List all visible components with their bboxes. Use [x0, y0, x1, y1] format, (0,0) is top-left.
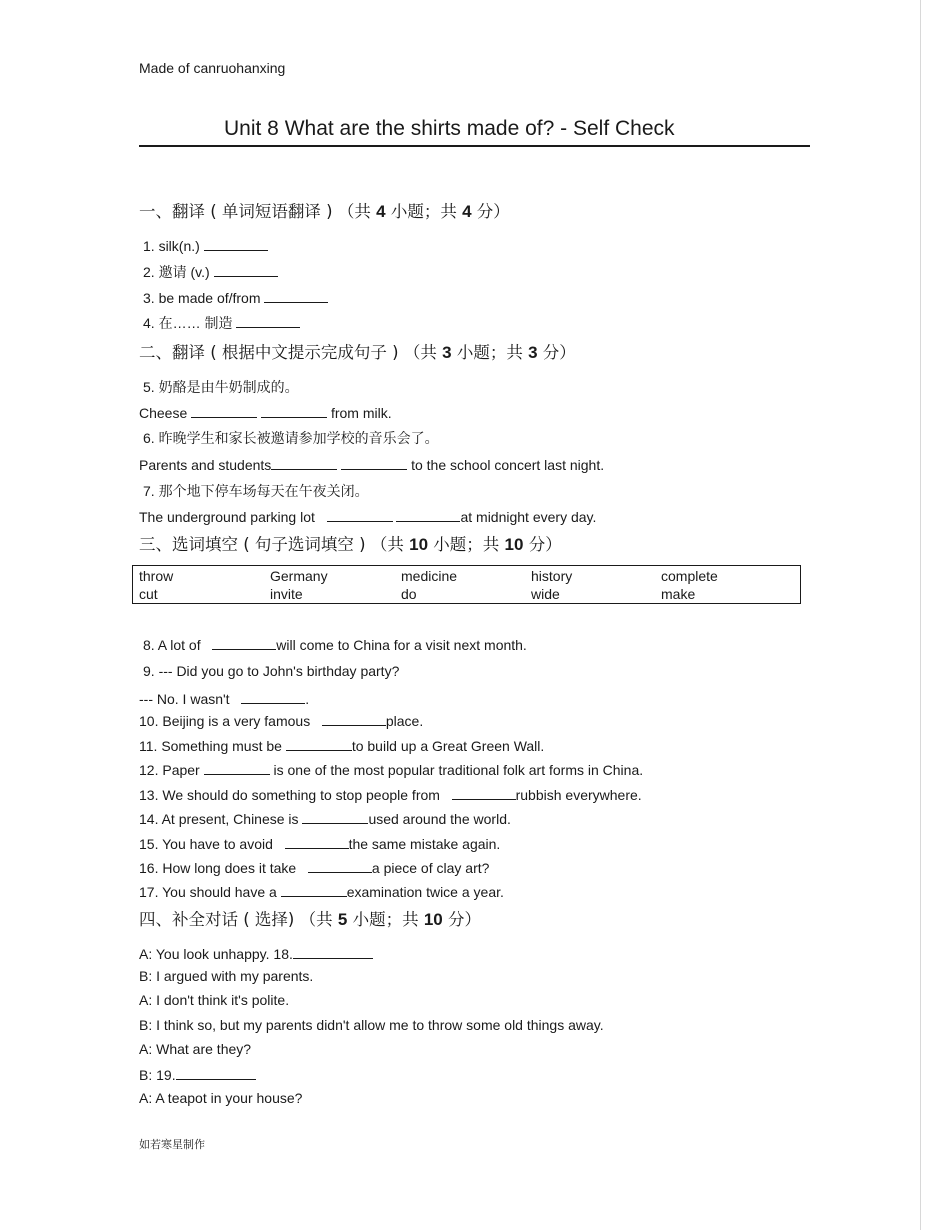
- question-4: 4. 在…… 制造: [143, 313, 300, 333]
- dialogue-line: A: You look unhappy. 18.: [139, 944, 373, 962]
- answer-blank[interactable]: [214, 262, 278, 277]
- answer-blank[interactable]: [286, 736, 352, 751]
- question-12: 12. Paper is one of the most popular traditional folk art forms in China.: [139, 762, 644, 778]
- word-bank-item: Germany: [270, 568, 328, 584]
- dialogue-line: B: I think so, but my parents didn't allow me to throw some old things away.: [139, 1017, 604, 1033]
- question-7-english: The underground parking lot at midnight every day.: [139, 509, 597, 525]
- dialogue-line: B: I argued with my parents.: [139, 968, 314, 984]
- word-bank-item: invite: [270, 586, 303, 602]
- question-9-answer: --- No. I wasn't .: [139, 691, 310, 707]
- answer-blank[interactable]: [293, 944, 373, 959]
- title-rule: [139, 145, 810, 147]
- answer-blank[interactable]: [285, 834, 349, 849]
- word-bank-item: medicine: [401, 568, 458, 584]
- question-6-english: Parents and students to the school concert last night.: [139, 457, 605, 473]
- dialogue-line: A: What are they?: [139, 1041, 252, 1057]
- question-10: 10. Beijing is a very famous place.: [139, 713, 424, 729]
- word-bank-item: make: [661, 586, 696, 602]
- question-2: 2. 邀请 (v.): [143, 262, 278, 282]
- question-5-english: Cheese from milk.: [139, 405, 392, 421]
- question-9: 9. --- Did you go to John's birthday party?: [143, 663, 400, 679]
- dialogue-line: A: A teapot in your house?: [139, 1090, 303, 1106]
- section-4-heading: 四、补全对话 ( 选择) （共 5 小题；共 10 分）: [139, 910, 481, 929]
- question-6-chinese: 6. 昨晚学生和家长被邀请参加学校的音乐会了。: [143, 430, 439, 446]
- answer-blank[interactable]: [204, 760, 270, 775]
- footer-note: 如若寒星制作: [139, 1138, 205, 1151]
- word-bank-item: history: [531, 568, 573, 584]
- section-2-heading: 二、翻译 ( 根据中文提示完成句子 ) （共 3 小题；共 3 分）: [139, 343, 576, 362]
- answer-blank[interactable]: [204, 236, 268, 251]
- answer-blank[interactable]: [191, 403, 257, 418]
- word-bank-item: do: [401, 586, 417, 602]
- question-17: 17. You should have a examination twice a year.: [139, 884, 504, 900]
- answer-blank[interactable]: [308, 858, 372, 873]
- page-title: Unit 8 What are the shirts made of? - Self Check: [224, 117, 675, 140]
- word-bank-item: complete: [661, 568, 718, 584]
- answer-blank[interactable]: [176, 1065, 256, 1080]
- question-7-chinese: 7. 那个地下停车场每天在午夜关闭。: [143, 483, 369, 499]
- answer-blank[interactable]: [264, 288, 328, 303]
- answer-blank[interactable]: [341, 455, 407, 470]
- question-5-chinese: 5. 奶酪是由牛奶制成的。: [143, 379, 299, 395]
- answer-blank[interactable]: [271, 455, 337, 470]
- question-3: 3. be made of/from: [143, 288, 328, 306]
- word-bank-item: cut: [139, 586, 158, 602]
- answer-blank[interactable]: [452, 785, 516, 800]
- question-15: 15. You have to avoid the same mistake again.: [139, 836, 501, 852]
- question-14: 14. At present, Chinese is used around the world.: [139, 811, 511, 827]
- answer-blank[interactable]: [396, 507, 460, 522]
- answer-blank[interactable]: [322, 711, 386, 726]
- answer-blank[interactable]: [212, 635, 276, 650]
- answer-blank[interactable]: [236, 313, 300, 328]
- word-bank-item: throw: [139, 568, 174, 584]
- question-16: 16. How long does it take a piece of clay art?: [139, 860, 490, 876]
- header-note: Made of canruohanxing: [139, 60, 286, 76]
- page-edge: [920, 0, 921, 1230]
- answer-blank[interactable]: [327, 507, 393, 522]
- dialogue-line: B: 19.: [139, 1065, 256, 1083]
- question-1: 1. silk(n.): [143, 236, 268, 254]
- section-1-heading: 一、翻译 ( 单词短语翻译 ) （共 4 小题；共 4 分）: [139, 202, 510, 221]
- answer-blank[interactable]: [281, 882, 347, 897]
- question-8: 8. A lot of will come to China for a visit next month.: [143, 637, 527, 653]
- word-bank-item: wide: [531, 586, 560, 602]
- answer-blank[interactable]: [241, 689, 305, 704]
- question-11: 11. Something must be to build up a Great Green Wall.: [139, 738, 545, 754]
- answer-blank[interactable]: [302, 809, 368, 824]
- dialogue-line: A: I don't think it's polite.: [139, 992, 290, 1008]
- answer-blank[interactable]: [261, 403, 327, 418]
- question-13: 13. We should do something to stop people from rubbish everywhere.: [139, 787, 642, 803]
- section-3-heading: 三、选词填空 ( 句子选词填空 ) （共 10 小题；共 10 分）: [139, 535, 562, 554]
